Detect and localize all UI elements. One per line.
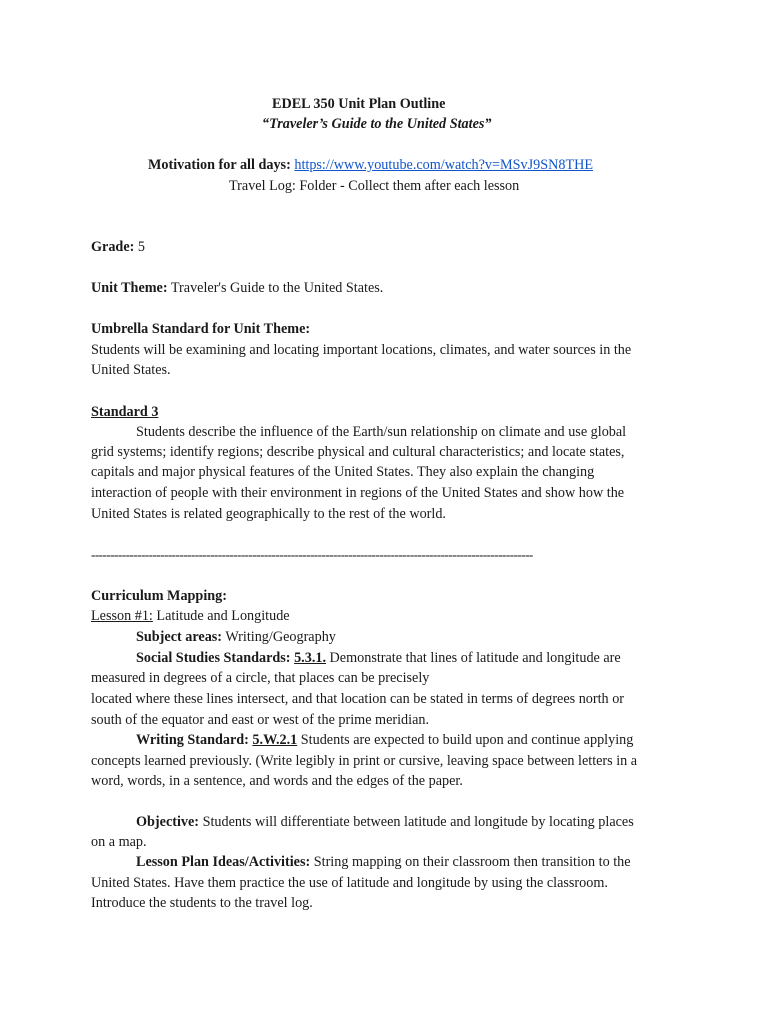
- subject-areas-line: [136, 627, 336, 647]
- activities-text: Introduce the students to the travel log.: [91, 895, 313, 911]
- standard-3-text: grid systems; identify regions; describe physical and cultural characteristics; and locate states,: [91, 444, 625, 460]
- standard-3-text: Students describe the influence of the Earth/sun relationship on climate and use global: [136, 424, 627, 440]
- subject-areas-value: Writing/Geography: [225, 629, 336, 645]
- umbrella-standard-text: United States.: [91, 362, 171, 378]
- unit-theme-label: Unit Theme:: [91, 280, 168, 296]
- unit-theme-value: Traveler's Guide to the United States.: [170, 280, 384, 296]
- activities-text: String mapping on their classroom then transition to the: [313, 854, 631, 870]
- objective-text: on a map.: [91, 834, 147, 850]
- standard-3-text: interaction of people with their environment in regions of the United States and show how the: [91, 485, 625, 501]
- activities-line: [136, 852, 631, 872]
- social-studies-text: Demonstrate that lines of latitude and longitude are: [329, 650, 621, 666]
- curriculum-mapping-heading: Curriculum Mapping:: [91, 588, 227, 604]
- unit-theme-line: [91, 278, 383, 298]
- motivation-link[interactable]: https://www.youtube.com/watch?v=MSvJ9SN8THE: [294, 157, 594, 173]
- social-studies-text: located where these lines intersect, and that location can be stated in terms of degrees north or: [91, 691, 625, 707]
- umbrella-standard-text: Students will be examining and locating important locations, climates, and water sources in the: [91, 342, 632, 358]
- grade-label: Grade:: [91, 239, 135, 255]
- lesson-1-title: Latitude and Longitude: [156, 608, 290, 624]
- activities-label: Lesson Plan Ideas/Activities:: [136, 854, 311, 870]
- grade-value: 5: [137, 239, 145, 255]
- motivation-line: [148, 155, 593, 175]
- writing-standard-text: concepts learned previously. (Write legibly in print or cursive, leaving space between letters in a: [91, 753, 638, 769]
- document-subtitle: “Traveler’s Guide to the United States”: [262, 116, 492, 132]
- writing-standard-line: [136, 730, 633, 750]
- standard-3-text: capitals and major physical features of the United States. They also explain the changing: [91, 464, 595, 480]
- social-studies-standard-line: [136, 648, 621, 668]
- social-studies-code: 5.3.1.: [294, 650, 326, 666]
- writing-standard-text: Students are expected to build upon and continue applying: [300, 732, 634, 748]
- social-studies-text: measured in degrees of a circle, that places can be precisely: [91, 670, 430, 686]
- writing-standard-label: Writing Standard:: [136, 732, 249, 748]
- standard-3-text: United States is related geographically to the rest of the world.: [91, 506, 446, 522]
- standard-3-heading: Standard 3: [91, 404, 159, 420]
- social-studies-text: south of the equator and east or west of the prime meridian.: [91, 712, 430, 728]
- objective-text: Students will differentiate between latitude and longitude by locating places: [202, 814, 634, 830]
- umbrella-standard-heading: Umbrella Standard for Unit Theme:: [91, 321, 311, 337]
- motivation-label: Motivation for all days:: [148, 157, 291, 173]
- subject-areas-label: Subject areas:: [136, 629, 223, 645]
- grade-line: [91, 237, 145, 257]
- document-title: EDEL 350 Unit Plan Outline: [272, 96, 446, 112]
- objective-line: [136, 812, 634, 832]
- activities-text: United States. Have them practice the use of latitude and longitude by using the classroom.: [91, 875, 608, 891]
- social-studies-label: Social Studies Standards:: [136, 650, 291, 666]
- travel-log-note: Travel Log: Folder - Collect them after each lesson: [229, 178, 520, 194]
- lesson-1-label: Lesson #1:: [91, 608, 153, 624]
- lesson-1-line: [91, 606, 290, 626]
- objective-label: Objective:: [136, 814, 200, 830]
- writing-standard-text: word, words, in a sentence, and words and the edges of the paper.: [91, 773, 463, 789]
- writing-standard-code: 5.W.2.1: [252, 732, 298, 748]
- section-divider: -------------------------------------------------------------------------------------------------------------------: [91, 547, 533, 562]
